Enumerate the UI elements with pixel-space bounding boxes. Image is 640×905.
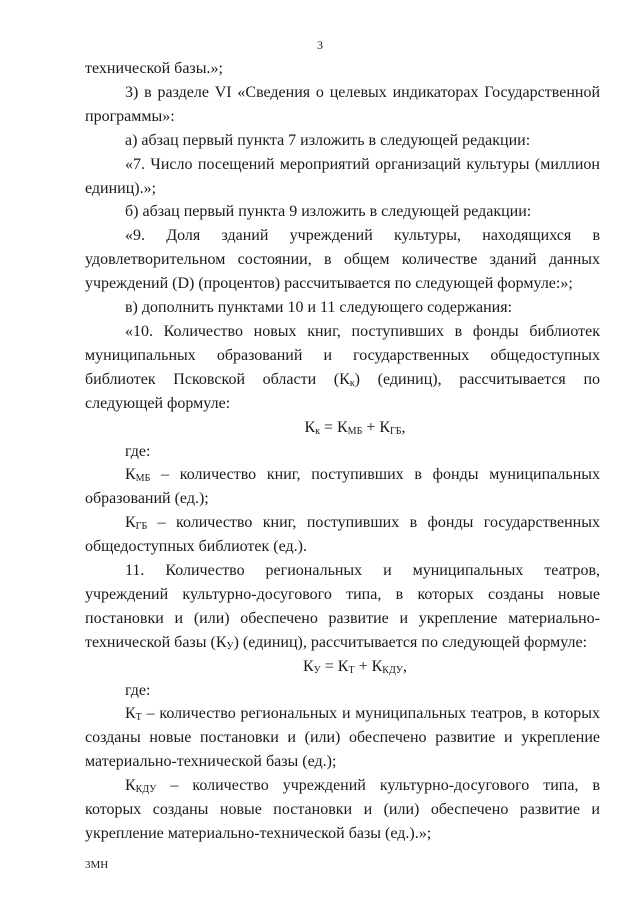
subscript: ГБ — [135, 521, 148, 533]
paragraph: а) абзац первый пункта 7 изложить в следующей редакции: — [125, 131, 531, 149]
formula-symbol: К — [125, 777, 136, 795]
paragraph: где: — [125, 442, 151, 460]
formula-punctuation: , — [401, 418, 406, 436]
paragraph: «7. Число посещений мероприятий организаций культуры (миллион единиц).»; — [85, 155, 600, 197]
page-number: 3 — [317, 38, 323, 52]
paragraph-text: – количество учреждений культурно-досугового типа, в которых созданы новые постановки и (или) обеспечено развитие и укрепление материально-технической базы (ед.).»; — [85, 777, 600, 842]
formula-operator: + — [354, 657, 372, 675]
paragraph — [85, 463, 600, 511]
paragraph — [85, 702, 600, 774]
subscript: У — [226, 640, 234, 652]
paragraph: технической базы.»; — [85, 60, 223, 77]
formula-operator: = — [319, 418, 337, 436]
formula-operator: = — [320, 657, 338, 675]
formula-symbol: К — [303, 657, 314, 675]
subscript: КДУ — [135, 784, 157, 796]
subscript: Т — [135, 712, 142, 724]
subscript: МБ — [135, 473, 151, 485]
paragraph: 3) в разделе VI «Сведения о целевых индикаторах Государственной программы»: — [85, 83, 600, 125]
paragraph: где: — [125, 681, 151, 699]
footer-code: 3МН — [85, 859, 109, 871]
formula-symbol: К — [337, 418, 348, 436]
subscript: Т — [348, 664, 355, 676]
formula — [85, 655, 600, 679]
formula-symbol: К — [125, 466, 136, 484]
paragraph: б) абзац первый пункта 9 изложить в следующей редакции: — [125, 203, 532, 221]
paragraph — [85, 774, 600, 846]
paragraph: в) дополнить пунктами 10 и 11 следующего содержания: — [125, 299, 513, 317]
formula — [85, 416, 600, 440]
paragraph: «9. Доля зданий учреждений культуры, находящихся в удовлетворительном состоянии, в общем количестве зданий данных учреждений (D) (процентов) рассчитывается по следующей формуле:»; — [85, 227, 600, 293]
subscript: МБ — [347, 425, 363, 437]
paragraph-text: – количество книг, поступивших в фонды муниципальных образований (ед.); — [85, 466, 600, 508]
formula-symbol: К — [304, 418, 316, 436]
document-body — [85, 57, 600, 846]
formula-symbol: К — [379, 418, 391, 436]
paragraph-text: – количество региональных и муниципальных театров, в которых созданы новые постановки и (или) обеспечено развитие и укрепление материально-технической базы (ед.); — [85, 705, 600, 771]
formula-symbol: К — [125, 705, 136, 723]
formula-symbol: К — [371, 657, 383, 675]
formula-symbol: К — [125, 514, 136, 532]
formula-operator: + — [362, 418, 380, 436]
subscript: У — [313, 664, 321, 676]
paragraph-text: ) (единиц), рассчитывается по следующей формуле: — [233, 633, 588, 651]
paragraph-text: ) (единиц), рассчитывается по следующей формуле: — [85, 370, 600, 412]
paragraph-text: – количество книг, поступивших в фонды государственных общедоступных библиотек (ед.). — [85, 514, 600, 556]
paragraph — [85, 559, 600, 655]
paragraph — [85, 511, 600, 559]
subscript: к — [349, 377, 355, 389]
subscript: КДУ — [382, 664, 403, 676]
subscript: ГБ — [390, 425, 402, 437]
paragraph-text: 11. Количество региональных и муниципальных театров, учреждений культурно-досугового типа, в которых созданы новые постановки и (или) обеспечено развитие и укрепление материально-технической базы (К — [85, 562, 600, 651]
subscript: к — [315, 425, 320, 437]
paragraph — [85, 320, 600, 416]
formula-symbol: К — [337, 657, 349, 675]
paragraph-text: «10. Количество новых книг, поступивших в фонды библиотек муниципальных образований и государственных общедоступных библиотек Псковской области (К — [85, 322, 600, 388]
formula-punctuation: , — [402, 657, 407, 675]
